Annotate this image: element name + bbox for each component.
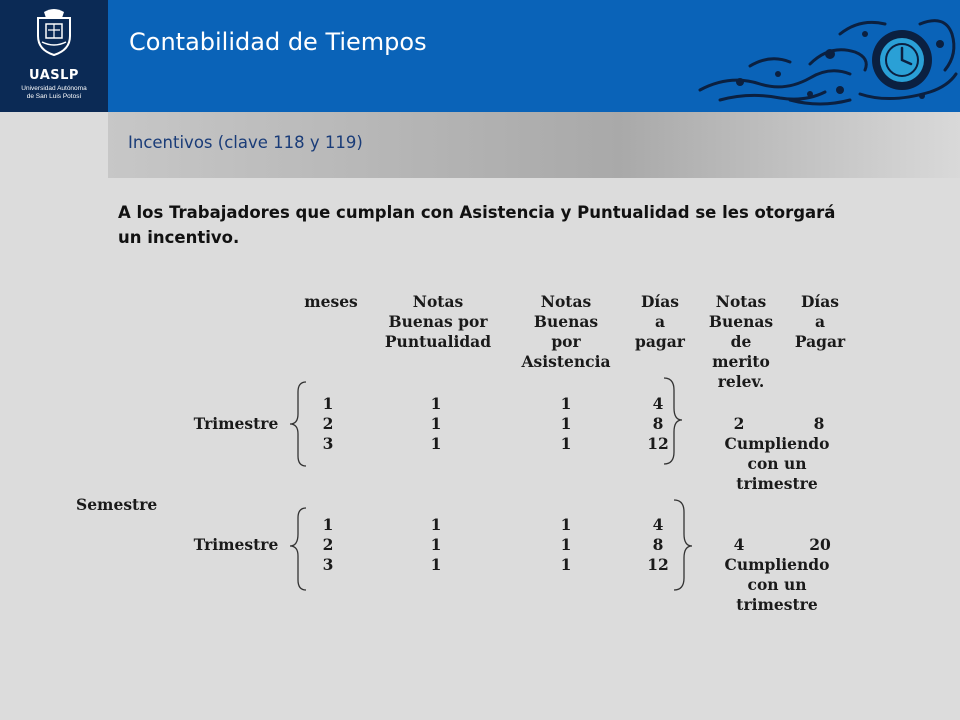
col-dias: [636, 515, 680, 575]
intro-paragraph: A los Trabajadores que cumplan con Asistencia y Puntualidad se les otorgará un incentivo.: [118, 203, 836, 247]
header-line: Buenas: [533, 312, 599, 331]
header-line: por: [551, 332, 581, 351]
cell: 3: [322, 434, 334, 453]
logo-name: UASLP: [29, 68, 79, 83]
cell: 1: [430, 515, 442, 534]
cell: 2: [322, 414, 334, 433]
cell: 1: [560, 434, 572, 453]
cell: 4: [652, 515, 664, 534]
header-line: relev.: [717, 372, 765, 391]
cell: 1: [560, 414, 572, 433]
cell: 4: [652, 394, 664, 413]
header-line: a: [654, 312, 666, 331]
logo-line-2: de San Luis Potosí: [26, 93, 82, 100]
header-meses: meses: [304, 292, 358, 311]
header-line: Buenas por: [388, 312, 488, 331]
note-line: con un: [747, 575, 807, 594]
cell: 3: [322, 555, 334, 574]
note-line: Cumpliendo: [724, 555, 830, 574]
col-meses: [312, 394, 344, 454]
col-dias: [636, 394, 680, 454]
header-line: Notas: [540, 292, 592, 311]
note-line: trimestre: [736, 474, 818, 493]
section-subtitle: Incentivos (clave 118 y 119): [128, 133, 363, 152]
merito-value: 4: [733, 535, 745, 554]
cell: 8: [652, 414, 664, 433]
header-line: Puntualidad: [384, 332, 492, 351]
cell: 12: [647, 434, 669, 453]
dias-total-value: 8: [813, 414, 825, 433]
label-semestre: Semestre: [76, 495, 158, 514]
cell: 1: [322, 515, 334, 534]
dias-total-value: 20: [809, 535, 831, 554]
header-line: de: [730, 332, 752, 351]
cell: 1: [430, 535, 442, 554]
page-title: Contabilidad de Tiempos: [129, 28, 427, 56]
note-line: Cumpliendo: [724, 434, 830, 453]
cell: 1: [560, 535, 572, 554]
cell: 1: [560, 394, 572, 413]
cell: 12: [647, 555, 669, 574]
col-asistencia: [550, 394, 582, 454]
cell: 1: [430, 434, 442, 453]
cell: 8: [652, 535, 664, 554]
logo-line-1: Universidad Autónoma: [21, 85, 87, 92]
header-line: Días: [800, 292, 840, 311]
col-asistencia: [550, 515, 582, 575]
header-line: Pagar: [794, 332, 846, 351]
cell: 1: [322, 394, 334, 413]
label-trimestre: Trimestre: [193, 535, 279, 554]
cumpliendo-note: [698, 555, 856, 615]
header-line: merito: [712, 352, 770, 371]
cell: 2: [322, 535, 334, 554]
cell: 1: [430, 414, 442, 433]
cell: 1: [560, 555, 572, 574]
header-line: a: [814, 312, 826, 331]
cell: 1: [430, 555, 442, 574]
header-line: Asistencia: [521, 352, 611, 371]
label-trimestre: Trimestre: [193, 414, 279, 433]
header-line: pagar: [635, 332, 685, 351]
col-meses: [312, 515, 344, 575]
header-line: Notas: [412, 292, 464, 311]
col-puntualidad: [420, 515, 452, 575]
cumpliendo-note: [698, 434, 856, 494]
header-line: Notas: [715, 292, 767, 311]
cell: 1: [560, 515, 572, 534]
header-line: Buenas: [708, 312, 774, 331]
note-line: con un: [747, 454, 807, 473]
col-puntualidad: [420, 394, 452, 454]
merito-value: 2: [733, 414, 745, 433]
cell: 1: [430, 394, 442, 413]
note-line: trimestre: [736, 595, 818, 614]
header-line: Días: [640, 292, 680, 311]
